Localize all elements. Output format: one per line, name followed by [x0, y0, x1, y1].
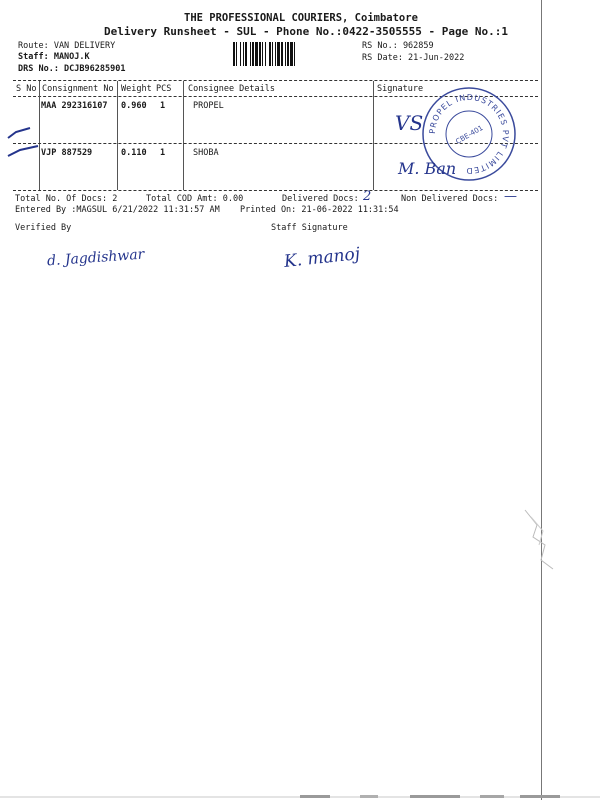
pcs-value: 1: [160, 101, 166, 111]
page-edge-line: [541, 0, 542, 800]
svg-text:CBE-401: CBE-401: [454, 123, 485, 146]
tick-mark-icon: [6, 144, 40, 160]
barcode-image: [232, 42, 358, 66]
consignment-number: VJP 887529: [41, 148, 93, 158]
scan-smudge-mark: [515, 505, 565, 575]
delivered-docs-handwritten: 2: [363, 189, 372, 204]
row2-signature: M. Ban: [398, 159, 457, 178]
col-header-sno: S No: [16, 84, 37, 94]
verified-by-signature: d. Jagdishwar: [46, 246, 145, 270]
non-delivered-docs-handwritten: —: [504, 189, 517, 204]
staff-signature-label: Staff Signature: [271, 223, 348, 233]
col-divider: [39, 81, 40, 190]
entered-by: Entered By :MAGSUL 6/21/2022 11:31:57 AM: [15, 205, 220, 215]
rs-number: RS No.: 962859: [362, 41, 434, 51]
pcs-value: 1: [160, 148, 166, 158]
col-divider: [183, 81, 184, 190]
consignee-name: SHOBA: [193, 148, 219, 158]
consignee-name: PROPEL: [193, 101, 224, 111]
non-delivered-docs-label: Non Delivered Docs:: [401, 194, 499, 204]
weight-value: 0.110: [121, 148, 147, 158]
col-header-consignee: Consignee Details: [188, 84, 275, 94]
table-bottom-divider: [13, 190, 538, 191]
total-docs: Total No. Of Docs: 2: [15, 194, 118, 204]
scan-bottom-edge: [0, 793, 600, 800]
col-divider: [373, 81, 374, 190]
tick-mark-icon: [6, 126, 32, 142]
drs-number: DRS No.: DCJB96285901: [18, 64, 126, 74]
runsheet-title: Delivery Runsheet - SUL - Phone No.:0422-3505555 - Page No.:1: [104, 25, 508, 38]
company-title: THE PROFESSIONAL COURIERS, Coimbatore: [184, 12, 418, 24]
route-text: Route: VAN DELIVERY: [18, 41, 116, 51]
col-header-pcs: PCS: [156, 84, 172, 94]
col-divider: [117, 81, 118, 190]
staff-text: Staff: MANOJ.K: [18, 52, 90, 62]
col-header-consignment: Consignment No: [42, 84, 114, 94]
staff-signature-ink: K. manoj: [283, 244, 362, 272]
rs-date: RS Date: 21-Jun-2022: [362, 53, 465, 63]
header-divider-top: [13, 80, 538, 81]
col-header-weight: Weight: [121, 84, 152, 94]
total-cod: Total COD Amt: 0.00: [146, 194, 244, 204]
weight-value: 0.960: [121, 101, 147, 111]
printed-on: Printed On: 21-06-2022 11:31:54: [240, 205, 399, 215]
row1-signature: VS: [395, 111, 424, 135]
consignment-number: MAA 292316107: [41, 101, 108, 111]
delivered-docs-label: Delivered Docs:: [282, 194, 359, 204]
col-header-signature: Signature: [377, 84, 424, 94]
svg-text:PROPEL INDUSTRIES PVT LIMITED: PROPEL INDUSTRIES PVT LIMITED: [427, 92, 511, 176]
verified-by-label: Verified By: [15, 223, 72, 233]
